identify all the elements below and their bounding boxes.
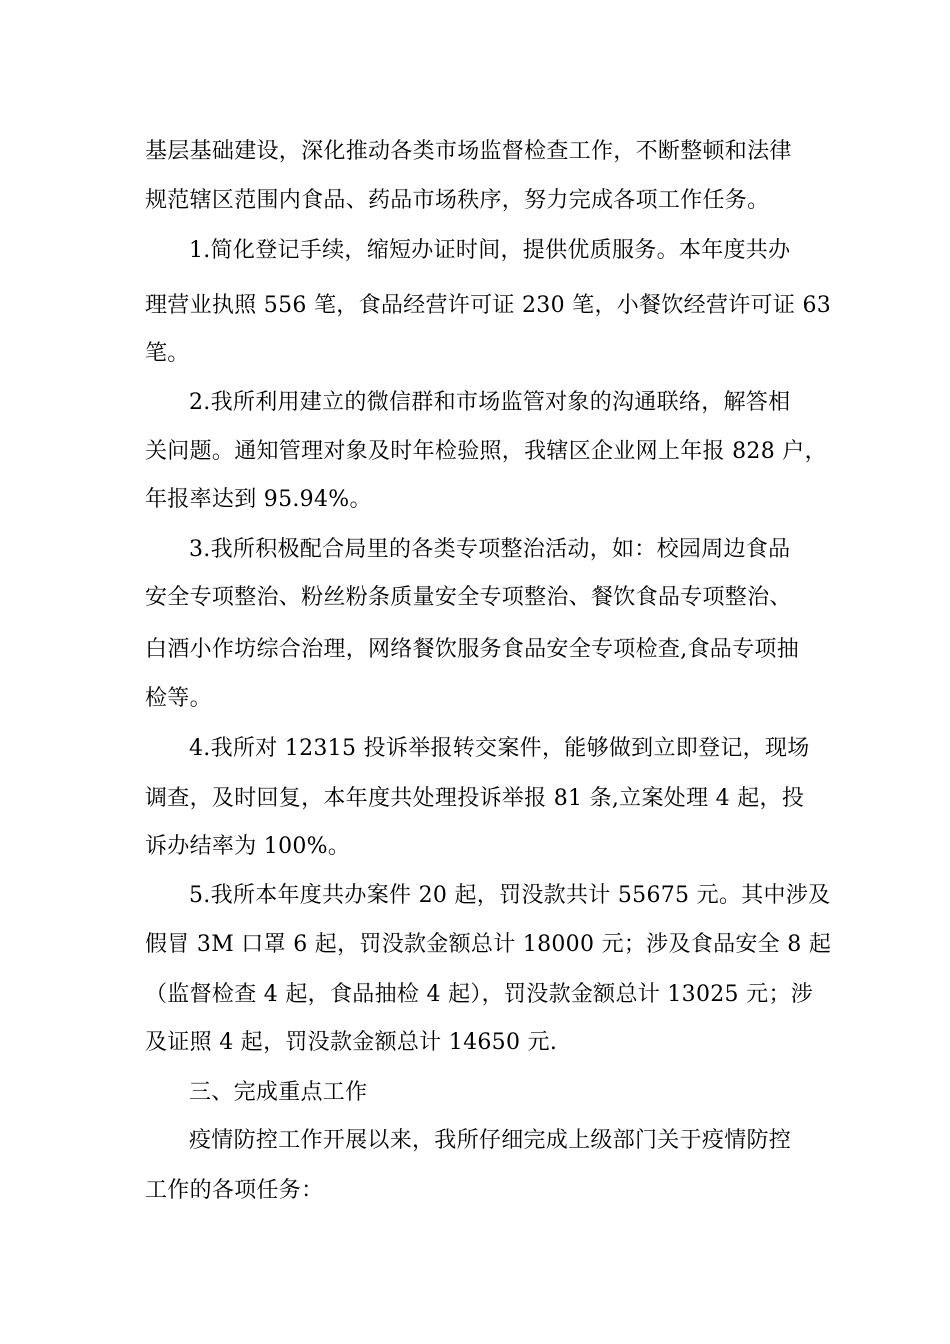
text-line: 1.简化登记手续，缩短办证时间，提供优质服务。本年度共办 — [189, 238, 791, 263]
text-line: 检等。 — [145, 686, 212, 711]
text-line: 规范辖区范围内食品、药品市场秩序，努力完成各项工作任务。 — [145, 188, 770, 213]
text-line: 年报率达到 95.94%。 — [145, 487, 372, 512]
text-line: 关问题。通知管理对象及时年检验照，我辖区企业网上年报 828 户， — [145, 439, 827, 464]
text-line: 2.我所利用建立的微信群和市场监管对象的沟通联络，解答相 — [189, 390, 791, 415]
section-heading: 三、完成重点工作 — [189, 1080, 368, 1105]
text-line: 笔。 — [145, 341, 190, 366]
text-line: 理营业执照 556 笔，食品经营许可证 230 笔，小餐饮经营许可证 63 — [145, 293, 832, 318]
text-line: 基层基础建设，深化推动各类市场监督检查工作，不断整顿和法律 — [145, 139, 792, 164]
text-line: 安全专项整治、粉丝粉条质量安全专项整治、餐饮食品专项整治、 — [145, 585, 792, 610]
text-line: 及证照 4 起，罚没款金额总计 14650 元. — [145, 1030, 558, 1055]
text-line: 调查，及时回复，本年度共处理投诉举报 81 条,立案处理 4 起，投 — [145, 786, 805, 811]
text-line: 工作的各项任务： — [145, 1178, 324, 1203]
text-line: 诉办结率为 100%。 — [145, 834, 351, 859]
text-line: 5.我所本年度共办案件 20 起，罚没款共计 55675 元。其中涉及 — [189, 883, 831, 908]
text-line: （监督检查 4 起，食品抽检 4 起），罚没款金额总计 13025 元；涉 — [145, 982, 814, 1007]
text-line: 3.我所积极配合局里的各类专项整治活动，如：校园周边食品 — [189, 537, 791, 562]
text-line: 4.我所对 12315 投诉举报转交案件，能够做到立即登记，现场 — [189, 736, 810, 761]
text-line: 疫情防控工作开展以来，我所仔细完成上级部门关于疫情防控 — [189, 1128, 792, 1153]
text-line: 假冒 3M 口罩 6 起，罚没款金额总计 18000 元；涉及食品安全 8 起 — [145, 932, 832, 957]
text-line: 白酒小作坊综合治理，网络餐饮服务食品安全专项检查,食品专项抽 — [145, 637, 799, 662]
